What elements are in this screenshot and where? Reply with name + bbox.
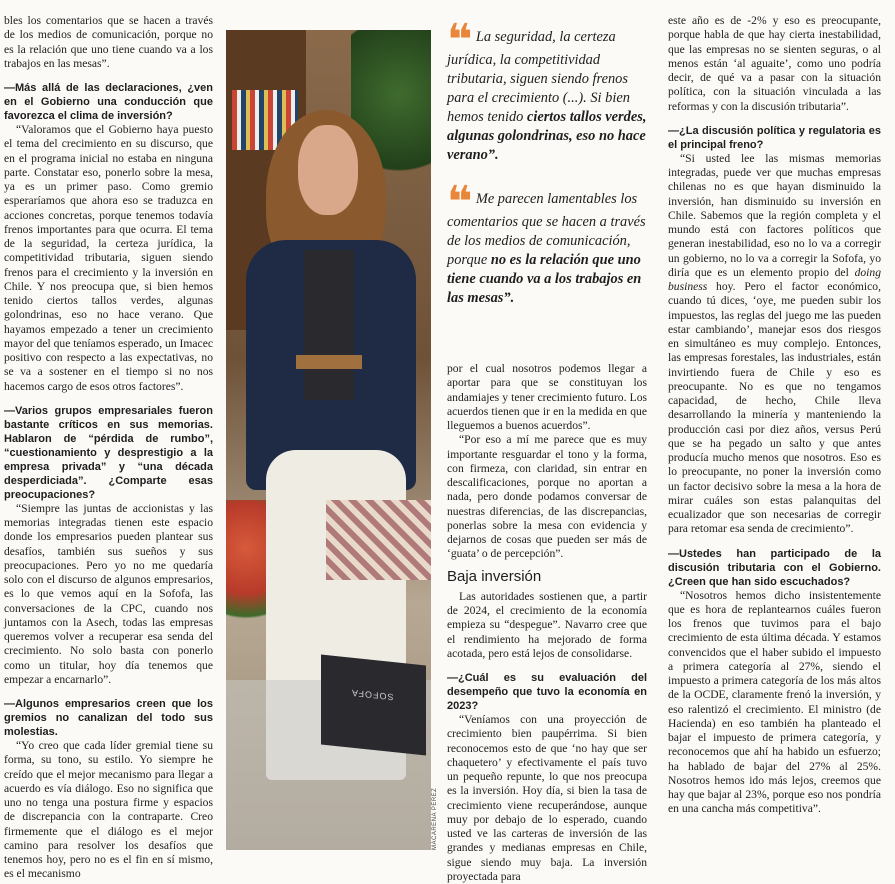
chair (326, 500, 431, 580)
quote-mark-icon: ❝ (447, 15, 473, 66)
paragraph: “Por eso a mí me parece que es muy importante resguardar el tono y la forma, con firmeza, con claridad, sin entrar en descalificaciones, porque no aportan a nada, pero donde podamos conversar de nuestras diferencias, de las discrepancias, ponerlas sobre la mesa con evidencia y dejarnos de cosas que pueden ser más de ‘guata’ o de percepción”. (447, 433, 647, 561)
face (298, 125, 358, 215)
top (304, 250, 354, 400)
photo-credit: MACARENA PÉREZ (432, 787, 438, 850)
paragraph-text: hoy. Pero el factor económico, cuando tú dices, ‘oye, me pueden subir los impuestos, las reglas del juego me las pueden estar cambiando’, manejar esos dos riesgos en simultáneo es muy complejo. Entonces, las empresas forestales, las industriales, están invirtiendo fuera de Chile y eso es preocupante. No es que no tengamos capacidad, de hecho, Chile lleva desarrollando la minería y manteniendo la producción casi por diez años, versus Perú que se ha pegado un salto y que antes producía mucho menos que nosotros. Eso es lo preocupante, no poner la inversión como un factor decisivo sobre la mesa a la hora de mirar cuáles son estas palanquitas del ecualizador que son necesarias de corregir para retomar esa senda de crecimiento”. (668, 280, 881, 536)
pull-quote-text: Me parecen lamentables los comentarios que se hacen a través de los medios de comunicación, porque (447, 191, 646, 268)
article-column-3 (447, 362, 647, 884)
paragraph (668, 152, 881, 537)
pull-quote (447, 177, 647, 308)
book-title: SOFOFA (351, 687, 394, 703)
paragraph-text: “Si usted lee las mismas memorias integradas, puede ver que muchas empresas chilenas no es que hayan disminuido la inversión, han disminuido su inversión en Chile. Sabemos que la región completa y el mundo está con factores políticos que generan inestabilidad, eso no lo va a corregir un gobierno, no lo va a corregir la Sofofa, yo diría que es un elemento propio del (668, 151, 881, 279)
quote-mark-icon: ❝ (447, 177, 473, 228)
pull-quote-bold: no es la relación que uno tiene cuando va a los trabajos en las mesas”. (447, 252, 642, 306)
interview-question: —¿La discusión política y regulatoria es el principal freno? (668, 124, 881, 151)
paragraph: “Veníamos con una proyección de crecimiento bien paupérrima. Si bien reconocemos esto de que ‘no hay que ser chaquetero’ y efectivamente el país tuvo un pequeño repunte, lo que nos preocupa es la inversión. Hoy día, si bien la tasa de crecimiento viene recuperándose, aunque muy por debajo de lo esperado, cuando usted ve las carteras de inversión de las grandes y medianas empresas en Chile, sigue siendo muy baja. La inversión proyectada para (447, 713, 647, 883)
paragraph: “Nosotros hemos dicho insistentemente que es hora de replantearnos cuáles fueron los frenos que tuvimos para el bajo crecimiento de esta última década. Y estamos convencidos que el haber subido el impuesto a primera categoría al 27%, siendo el impuesto a primera categoría de los más altos de la OCDE, claramente frenó la inversión, y eso ralentizó el crecimiento. El ministro (de Hacienda) en eso también ha planteado el bajar el impuesto de primera categoría, y reconocemos que ahí ha habido un esfuerzo; ha hablado de bajar del 27% al 25%. Nosotros hemos ido más lejos, creemos que hay que bajar al 23%, porque eso nos pondría en una cancha más competitiva”. (668, 588, 881, 816)
belt (296, 355, 362, 369)
paragraph: este año es de -2% y eso es preocupante, porque habla de que hay cierta inestabilidad, que las empresas no se sienten seguras, o al menos están ‘al aguaite’, como uno podría decir, de qué va a pasar con la situación política, con la situación vinculada a las reformas y con la discusión tributaria”. (668, 14, 881, 113)
book-on-table (321, 654, 426, 755)
interview-question: —¿Cuál es su evaluación del desempeño que tuvo la economía en 2023? (447, 672, 647, 712)
article-column-4 (668, 14, 881, 817)
paragraph: “Yo creo que cada líder gremial tiene su forma, su tono, su estilo. Yo siempre he creído que el mejor mecanismo para llegar a acuerdo es vía diálogo. Eso no significa que uno no tenga una postura firme y espacios de discrepancia con la contraparte. Creo firmemente que el diálogo es el mejor camino para resolver los desafíos que tenemos hoy, pero no es el fin en sí mismo, es el mecanismo (4, 739, 213, 881)
interview-question: —Algunos empresarios creen que los gremios no canalizan del todo sus molestias. (4, 698, 213, 738)
pull-quote (447, 15, 647, 165)
portrait-photo (226, 30, 431, 850)
paragraph-italic: doing business (668, 265, 881, 293)
paragraph: “Siempre las juntas de accionistas y las memorias integradas tienen este espacio donde los empresarios pueden plantear sus desafíos, también sus sueños y sus preocupaciones. Pero yo no me quedaría solo con el discurso de algunos empresarios, es lo que vemos aquí en la Sofofa, las conversaciones de la CPC, cuando nos juntamos con la Asech, todas las empresas queremos volver a recuperar esa senda del crecimiento. No solo basta con ponerlo como un titular, hoy día tenemos que empezar a encarnarlo”. (4, 501, 213, 686)
paragraph: por el cual nosotros podemos llegar a aportar para que se constituyan los andamiajes y tener crecimiento futuro. Los acuerdos tienen que ir en la medida en que lleguemos a buenos acuerdos”. (447, 362, 647, 432)
interview-question: —Varios grupos empresariales fueron bastante críticos en sus memorias. Hablaron de “pérdida de rumbo”, “cuestionamiento y desprestigio a la empresa privada” y “una década desperdiciada”. ¿Comparte esas preocupaciones? (4, 404, 213, 501)
paragraph: Las autoridades sostienen que, a partir de 2024, el crecimiento de la economía empieza su “despegue”. Navarro cree que el rendimiento ha mejorado de forma acotada, pero está lejos de consolidarse. (447, 589, 647, 660)
flowers (226, 500, 266, 660)
pull-quote-bold: ciertos tallos verdes, algunas golondrinas, eso no hace verano”. (447, 109, 647, 163)
interview-question: —Más allá de las declaraciones, ¿ven en el Gobierno una conducción que favorezca el clima de inversión? (4, 82, 213, 122)
article-column-1 (4, 14, 213, 882)
section-subhead: Baja inversión (447, 567, 542, 585)
interview-question: —Ustedes han participado de la discusión tributaria con el Gobierno. ¿Creen que han sido escuchados? (668, 547, 881, 588)
paragraph: “Valoramos que el Gobierno haya puesto el tema del crecimiento en su discurso, que en el programa inicial no estaba en ninguna parte. Constatar eso, ponerlo sobre la mesa, ya es un primer paso. Como gremio esperaríamos que ahora eso se traduzca en acciones concretas, porque tenemos todavía frenos importantes para que ocurra. El tema de la seguridad, la certeza jurídica, la competitividad tributaria, siguen siendo frenos para el crecimiento y la inversión en Chile. Y nos preocupa que, si bien hemos tenido ciertos tallos verdes, algunas golondrinas, eso no hace verano. Que hayamos empezado a tener un crecimiento mayor del que teníamos esperado, un Imacec positivo con respecto a las expectativas, no se va a sostener en el tiempo si no nos hacemos cargo de esos otros factores”. (4, 123, 213, 393)
pull-quote-text: La seguridad, la certeza jurídica, la competitividad tributaria, siguen siendo frenos para el crecimiento (...). Si bien hemos tenido (447, 29, 630, 125)
paragraph: bles los comentarios que se hacen a través de los medios de comunicación, porque no es la relación que uno tiene cuando va a los trabajos en las mesas”. (4, 14, 213, 70)
